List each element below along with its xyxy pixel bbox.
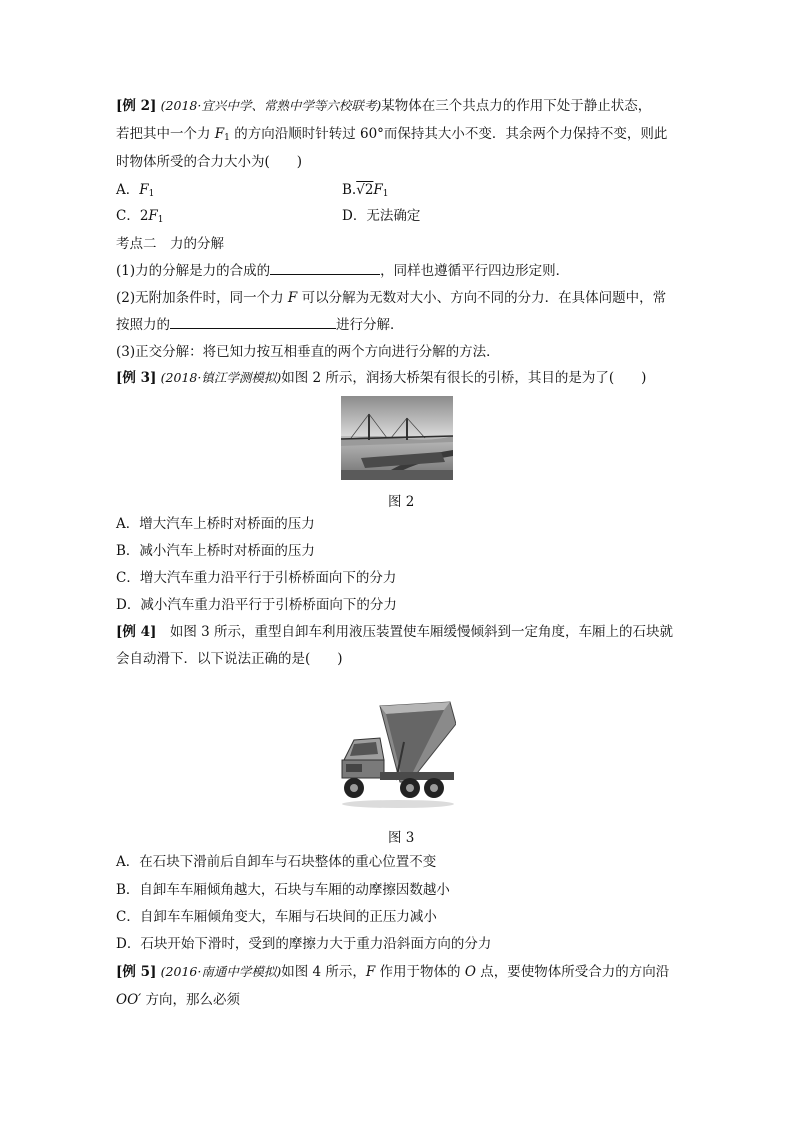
ex2-force-symbol: F [214,126,225,142]
section-title-force-decomposition: 考点二 力的分解 [116,236,224,252]
ex5-tag: [例 5] [116,964,157,980]
ex2-option-b-sqrt: √2 [356,182,374,198]
ex2-option-b-sub: 1 [382,189,389,199]
kd2-p2-force: F [287,290,298,306]
ex3-text: 如图 2 所示，润扬大桥架有很长的引桥，其目的是为了( ) [281,370,647,386]
ex4-line-1 [116,622,673,642]
kd2-p2-text-a: (2)无附加条件时，同一个力 [116,290,288,306]
ex2-option-c [116,206,164,230]
kd2-p1-text-a: (1)力的分解是力的合成的 [116,263,271,279]
ex2-text-2b: 的方向沿顺时针转过 60°而保持其大小不变．其余两个力保持不变，则此 [229,126,668,142]
ex2-text-2a: 若把其中一个力 [116,126,215,142]
ex4-option-a: A．在石块下滑前后自卸车与石块整体的重心位置不变 [116,854,437,870]
ex3-option-a: A．增大汽车上桥时对桥面的压力 [116,516,315,532]
ex4-text-1: 如图 3 所示，重型自卸车利用液压装置使车厢缓慢倾斜到一定角度，车厢上的石块就 [156,624,674,640]
ex2-line-1 [116,96,651,116]
ex3-option-b: B．减小汽车上桥时对桥面的压力 [116,543,315,559]
kd2-point-3: (3)正交分解：将已知力按互相垂直的两个方向进行分解的方法． [116,344,500,360]
ex2-line-2 [116,124,667,148]
ex5-text-1c: 点，要使物体所受合力的方向沿 [475,964,670,980]
ex5-force: F [365,964,376,980]
ex3-tag: [例 3] [116,370,157,386]
figure-3-caption: 图 3 [388,830,415,846]
ex2-option-c-f: F [148,208,158,224]
ex4-option-b: B．自卸车车厢倾角越大，石块与车厢的动摩擦因数越小 [116,882,450,898]
kd2-p2-text-c: 按照力的 [116,317,170,333]
ex5-source: (2016·南通中学模拟) [160,964,282,979]
ex2-option-b-f: F [373,182,383,198]
ex3-option-d: D．减小汽车重力沿平行于引桥桥面向下的分力 [116,597,397,613]
kd2-p2-text-b: 可以分解为无数对大小、方向不同的分力．在具体问题中，常 [297,290,667,306]
figure-2-caption: 图 2 [388,494,415,510]
ex3-line-1 [116,368,646,388]
ex3-option-c: C．增大汽车重力沿平行于引桥桥面向下的分力 [116,570,397,586]
ex2-text-1: 某物体在三个共点力的作用下处于静止状态， [381,98,652,114]
kd2-point-2-line-2 [116,314,404,335]
ex5-text-1b: 作用于物体的 [375,964,465,980]
ex4-line-2: 会自动滑下．以下说法正确的是( ) [116,651,343,667]
ex2-option-a-sub: 1 [148,189,155,199]
ex2-option-b [342,180,389,204]
dump-truck-photo [340,700,456,812]
ex4-tag: [例 4] [116,624,157,640]
ex2-source: (2018·宜兴中学、常熟中学等六校联考) [160,98,382,113]
ex5-line-oo: OO′ [116,992,142,1008]
ex5-text-1a: 如图 4 所示， [281,964,366,980]
ex4-option-c: C．自卸车车厢倾角变大，车厢与石块间的正压力减小 [116,909,437,925]
ex2-option-a-f: F [139,182,149,198]
ex3-source: (2018·镇江学测模拟) [160,370,282,385]
kd2-p1-blank[interactable] [270,260,380,275]
ex2-tag: [例 2] [116,98,157,114]
ex2-option-d: D．无法确定 [342,208,421,224]
ex2-force-subscript: 1 [224,133,230,143]
kd2-p2-blank[interactable] [170,314,336,329]
kd2-point-1 [116,260,569,281]
kd2-point-2-line-1 [116,288,666,308]
kd2-p1-text-b: ，同样也遵循平行四边形定则． [380,263,570,279]
ex2-option-c-label: C．2 [116,208,149,224]
ex4-option-d: D．石块开始下滑时，受到的摩擦力大于重力沿斜面方向的分力 [116,936,492,952]
ex2-option-a [116,180,154,204]
ex2-line-3: 时物体所受的合力大小为( ) [116,154,303,170]
ex5-point-o: O [464,964,476,980]
ex2-option-a-label: A． [116,182,140,198]
ex5-line-2 [116,990,240,1010]
ex5-line-1 [116,962,669,982]
bridge-photo [341,396,453,480]
kd2-p2-text-d: 进行分解． [336,317,404,333]
ex2-option-c-sub: 1 [157,215,164,225]
ex5-text-2: 方向，那么必须 [141,992,240,1008]
ex2-option-b-label: B. [342,182,357,198]
